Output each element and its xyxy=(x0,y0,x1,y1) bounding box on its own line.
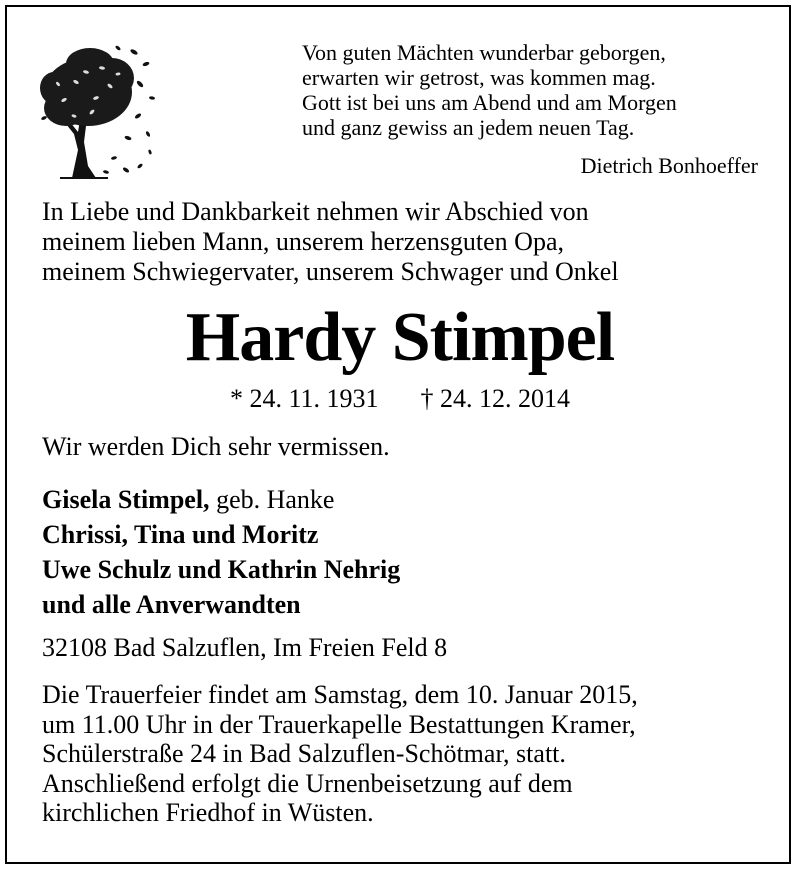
mourner-line: und alle Anverwandten xyxy=(42,590,301,619)
ceremony-line: um 11.00 Uhr in der Trauerkapelle Bestattungen Kramer, xyxy=(42,709,636,739)
deceased-name: Hardy Stimpel xyxy=(185,299,615,376)
birth-date: * 24. 11. 1931 xyxy=(229,384,379,413)
poem-line: Von guten Mächten wunderbar geborgen, xyxy=(302,40,666,65)
ceremony-line: Schülerstraße 24 in Bad Salzuflen-Schötmar, statt. xyxy=(42,739,566,768)
poem-line: Gott ist bei uns am Abend und am Morgen xyxy=(302,90,677,115)
life-dates xyxy=(0,384,800,414)
ceremony-line: Die Trauerfeier findet am Samstag, dem 10. Januar 2015, xyxy=(42,680,638,709)
ceremony-line: Anschließend erfolgt die Urnenbeisetzung auf dem xyxy=(42,768,573,798)
address: 32108 Bad Salzuflen, Im Freien Feld 8 xyxy=(42,633,448,662)
poem-line: und ganz gewiss an jedem neuen Tag. xyxy=(302,115,635,140)
maiden-name: geb. Hanke xyxy=(209,485,335,514)
intro-line: meinem lieben Mann, unserem herzensguten Opa, xyxy=(42,227,564,256)
farewell-message: Wir werden Dich sehr vermissen. xyxy=(42,432,390,461)
mourner-name: Gisela Stimpel, xyxy=(42,485,210,514)
mourners-list xyxy=(42,482,400,622)
death-date: † 24. 12. 2014 xyxy=(420,384,571,413)
ceremony-line: kirchlichen Friedhof in Wüsten. xyxy=(42,798,374,827)
mourner-line: Uwe Schulz und Kathrin Nehrig xyxy=(42,555,401,584)
poem xyxy=(302,40,677,140)
mourner-line: Chrissi, Tina und Moritz xyxy=(42,520,319,549)
poem-line: erwarten wir getrost, was kommen mag. xyxy=(302,65,656,90)
intro-text xyxy=(42,197,619,287)
poem-author: Dietrich Bonhoeffer xyxy=(580,153,758,178)
ceremony-details xyxy=(42,680,638,828)
mourner-line xyxy=(42,482,400,517)
tree-icon xyxy=(30,38,160,180)
intro-line: meinem Schwiegervater, unserem Schwager und Onkel xyxy=(42,257,619,286)
intro-line: In Liebe und Dankbarkeit nehmen wir Abschied von xyxy=(42,197,589,226)
